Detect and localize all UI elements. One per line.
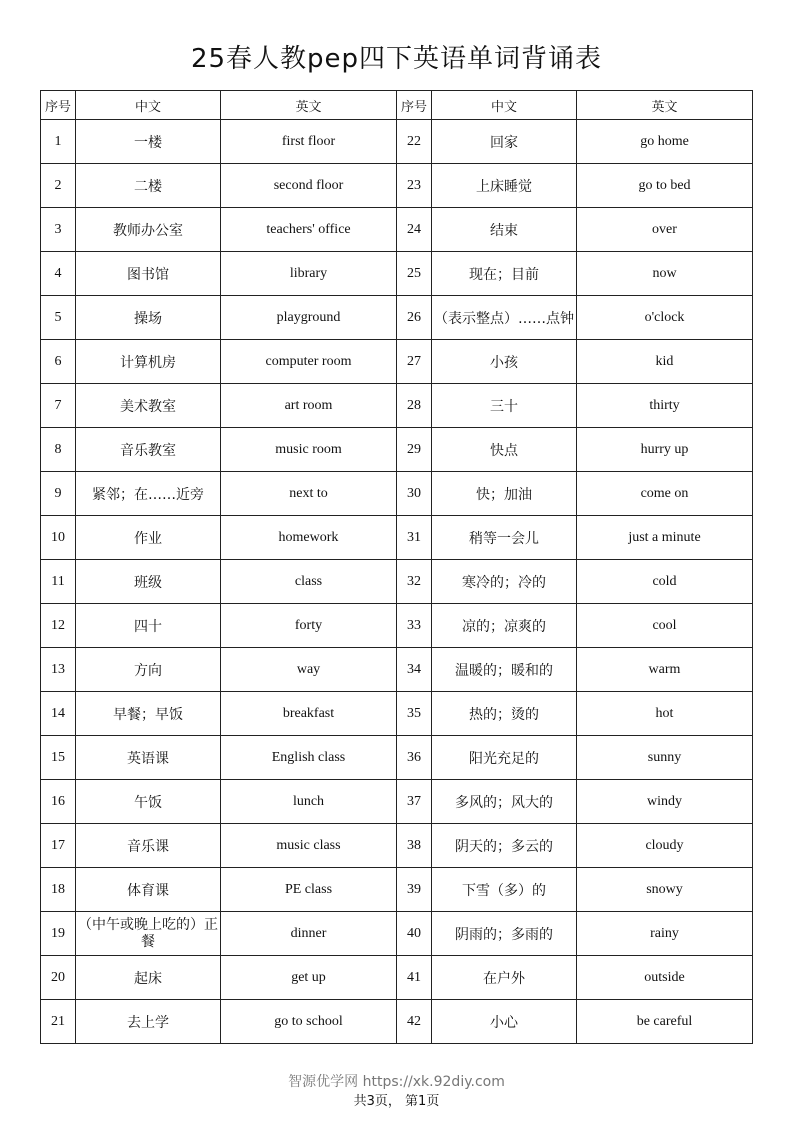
header-zh: 中文 — [432, 91, 577, 120]
table-header-row — [41, 91, 753, 120]
word-chinese: 班级 — [76, 560, 221, 604]
word-number: 21 — [41, 1000, 76, 1044]
table-row — [41, 472, 753, 516]
vocab-body — [41, 120, 753, 1044]
word-number: 41 — [397, 956, 432, 1000]
table-row — [41, 780, 753, 824]
word-chinese: 三十 — [432, 384, 577, 428]
word-chinese: 去上学 — [76, 1000, 221, 1044]
word-number: 18 — [41, 868, 76, 912]
word-english: forty — [221, 604, 397, 648]
word-number: 27 — [397, 340, 432, 384]
word-english: library — [221, 252, 397, 296]
page-number: 共3页， 第1页 — [353, 1094, 440, 1109]
word-chinese: 操场 — [76, 296, 221, 340]
table-row — [41, 208, 753, 252]
word-number: 9 — [41, 472, 76, 516]
word-english: second floor — [221, 164, 397, 208]
word-chinese: （表示整点）……点钟 — [432, 296, 577, 340]
word-chinese: 紧邻；在……近旁 — [76, 472, 221, 516]
word-number: 6 — [41, 340, 76, 384]
vocab-table — [40, 90, 753, 1044]
word-english: lunch — [221, 780, 397, 824]
word-english: now — [577, 252, 753, 296]
word-english: outside — [577, 956, 753, 1000]
word-number: 36 — [397, 736, 432, 780]
word-chinese: 午饭 — [76, 780, 221, 824]
word-english: sunny — [577, 736, 753, 780]
word-english: go to school — [221, 1000, 397, 1044]
word-english: thirty — [577, 384, 753, 428]
word-english: first floor — [221, 120, 397, 164]
word-chinese: 体育课 — [76, 868, 221, 912]
word-chinese: 小孩 — [432, 340, 577, 384]
table-row — [41, 120, 753, 164]
header-zh: 中文 — [76, 91, 221, 120]
word-chinese: 上床睡觉 — [432, 164, 577, 208]
word-number: 7 — [41, 384, 76, 428]
word-chinese: 方向 — [76, 648, 221, 692]
word-chinese: 音乐教室 — [76, 428, 221, 472]
table-row — [41, 428, 753, 472]
word-english: warm — [577, 648, 753, 692]
word-english: PE class — [221, 868, 397, 912]
table-row — [41, 956, 753, 1000]
word-number: 15 — [41, 736, 76, 780]
table-row — [41, 516, 753, 560]
word-english: over — [577, 208, 753, 252]
word-number: 33 — [397, 604, 432, 648]
word-number: 2 — [41, 164, 76, 208]
table-row — [41, 1000, 753, 1044]
word-chinese: 结束 — [432, 208, 577, 252]
word-english: class — [221, 560, 397, 604]
word-number: 37 — [397, 780, 432, 824]
word-number: 1 — [41, 120, 76, 164]
word-number: 29 — [397, 428, 432, 472]
word-number: 39 — [397, 868, 432, 912]
word-chinese: 早餐；早饭 — [76, 692, 221, 736]
word-chinese: 寒冷的；冷的 — [432, 560, 577, 604]
word-number: 10 — [41, 516, 76, 560]
word-number: 23 — [397, 164, 432, 208]
word-english: art room — [221, 384, 397, 428]
page-title: 25春人教pep四下英语单词背诵表 — [190, 44, 603, 74]
table-row — [41, 164, 753, 208]
word-chinese: 在户外 — [432, 956, 577, 1000]
word-chinese: 多风的；风大的 — [432, 780, 577, 824]
word-english: next to — [221, 472, 397, 516]
word-english: computer room — [221, 340, 397, 384]
word-chinese: 阳光充足的 — [432, 736, 577, 780]
word-english: playground — [221, 296, 397, 340]
word-number: 3 — [41, 208, 76, 252]
word-number: 31 — [397, 516, 432, 560]
word-chinese: 小心 — [432, 1000, 577, 1044]
word-english: windy — [577, 780, 753, 824]
table-row — [41, 384, 753, 428]
word-english: breakfast — [221, 692, 397, 736]
table-row — [41, 692, 753, 736]
word-chinese: 音乐课 — [76, 824, 221, 868]
word-english: rainy — [577, 912, 753, 956]
word-english: teachers' office — [221, 208, 397, 252]
word-chinese: 四十 — [76, 604, 221, 648]
table-row — [41, 868, 753, 912]
header-en: 英文 — [577, 91, 753, 120]
word-chinese: 教师办公室 — [76, 208, 221, 252]
word-chinese: 温暖的；暖和的 — [432, 648, 577, 692]
word-chinese: 热的；烫的 — [432, 692, 577, 736]
table-row — [41, 824, 753, 868]
word-english: hurry up — [577, 428, 753, 472]
word-number: 20 — [41, 956, 76, 1000]
word-chinese: 图书馆 — [76, 252, 221, 296]
word-english: get up — [221, 956, 397, 1000]
word-english: go to bed — [577, 164, 753, 208]
word-number: 8 — [41, 428, 76, 472]
table-row — [41, 252, 753, 296]
word-number: 26 — [397, 296, 432, 340]
word-english: homework — [221, 516, 397, 560]
source-watermark: 智源优学网 https://xk.92diy.com — [288, 1074, 505, 1090]
word-chinese: 一楼 — [76, 120, 221, 164]
table-row — [41, 296, 753, 340]
word-chinese: 二楼 — [76, 164, 221, 208]
word-english: cold — [577, 560, 753, 604]
word-english: music class — [221, 824, 397, 868]
word-chinese: 稍等一会儿 — [432, 516, 577, 560]
table-row — [41, 912, 753, 956]
word-chinese: 阴雨的；多雨的 — [432, 912, 577, 956]
word-english: cool — [577, 604, 753, 648]
word-chinese: 作业 — [76, 516, 221, 560]
word-number: 42 — [397, 1000, 432, 1044]
word-chinese: 快；加油 — [432, 472, 577, 516]
word-number: 11 — [41, 560, 76, 604]
word-english: go home — [577, 120, 753, 164]
word-chinese: 计算机房 — [76, 340, 221, 384]
word-number: 28 — [397, 384, 432, 428]
word-english: o'clock — [577, 296, 753, 340]
word-number: 25 — [397, 252, 432, 296]
word-english: kid — [577, 340, 753, 384]
word-number: 24 — [397, 208, 432, 252]
header-num: 序号 — [41, 91, 76, 120]
word-chinese: 阴天的；多云的 — [432, 824, 577, 868]
table-row — [41, 340, 753, 384]
word-chinese: 美术教室 — [76, 384, 221, 428]
word-english: English class — [221, 736, 397, 780]
table-row — [41, 736, 753, 780]
word-number: 4 — [41, 252, 76, 296]
header-en: 英文 — [221, 91, 397, 120]
word-chinese: （中午或晚上吃的）正餐 — [76, 912, 221, 956]
word-number: 16 — [41, 780, 76, 824]
word-number: 5 — [41, 296, 76, 340]
word-english: be careful — [577, 1000, 753, 1044]
word-number: 14 — [41, 692, 76, 736]
word-chinese: 快点 — [432, 428, 577, 472]
word-english: snowy — [577, 868, 753, 912]
word-english: cloudy — [577, 824, 753, 868]
word-chinese: 英语课 — [76, 736, 221, 780]
word-number: 30 — [397, 472, 432, 516]
word-number: 34 — [397, 648, 432, 692]
word-number: 38 — [397, 824, 432, 868]
word-number: 22 — [397, 120, 432, 164]
word-english: music room — [221, 428, 397, 472]
header-num: 序号 — [397, 91, 432, 120]
word-english: way — [221, 648, 397, 692]
word-chinese: 凉的；凉爽的 — [432, 604, 577, 648]
word-english: hot — [577, 692, 753, 736]
word-number: 32 — [397, 560, 432, 604]
word-chinese: 回家 — [432, 120, 577, 164]
table-row — [41, 560, 753, 604]
word-english: dinner — [221, 912, 397, 956]
word-chinese: 起床 — [76, 956, 221, 1000]
word-number: 35 — [397, 692, 432, 736]
word-chinese: 现在；目前 — [432, 252, 577, 296]
table-row — [41, 648, 753, 692]
word-english: come on — [577, 472, 753, 516]
word-number: 40 — [397, 912, 432, 956]
table-row — [41, 604, 753, 648]
word-number: 17 — [41, 824, 76, 868]
word-chinese: 下雪（多）的 — [432, 868, 577, 912]
word-english: just a minute — [577, 516, 753, 560]
word-number: 12 — [41, 604, 76, 648]
word-number: 19 — [41, 912, 76, 956]
word-number: 13 — [41, 648, 76, 692]
